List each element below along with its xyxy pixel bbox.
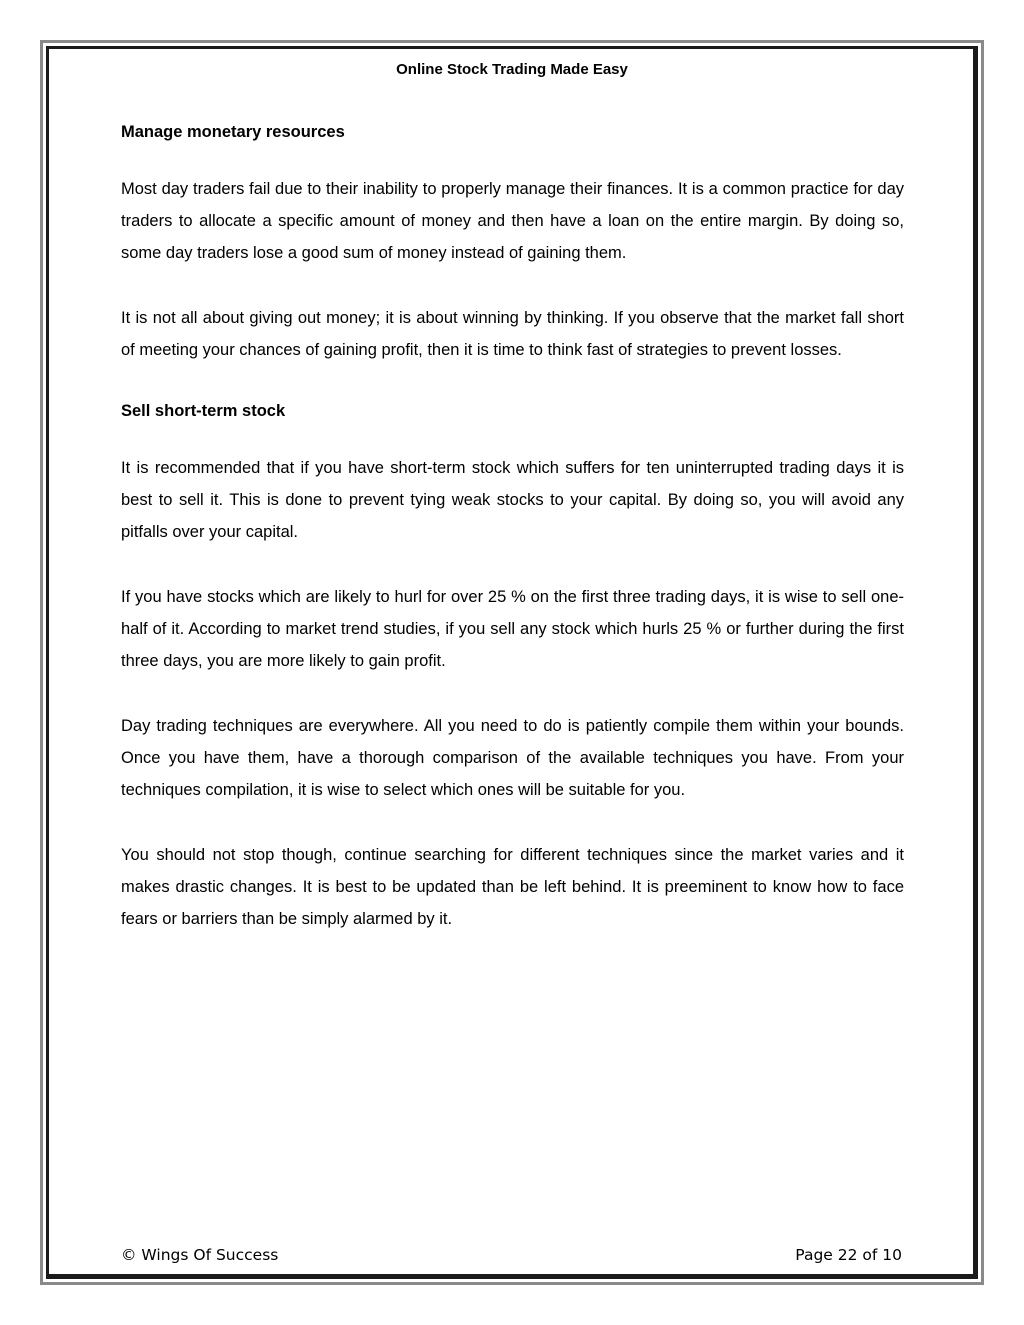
- paragraph: If you have stocks which are likely to hurl for over 25 % on the first three trading days, it is wise to sell one-half of it. According to market trend studies, if you sell any stock which hurls 25 % or further during the first three days, you are more likely to gain profit.: [121, 588, 904, 670]
- paragraph: You should not stop though, continue searching for different techniques since the market varies and it makes drastic changes. It is best to be updated than be left behind. It is preeminent to know how to face fears or barriers than be simply alarmed by it.: [121, 846, 904, 928]
- paragraph: Most day traders fail due to their inability to properly manage their finances. It is a common practice for day traders to allocate a specific amount of money and then have a loan on the entire margin. By doing so, some day traders lose a good sum of money instead of gaining them.: [121, 180, 904, 262]
- footer-copyright: © Wings Of Success: [121, 1246, 279, 1264]
- paragraph: It is recommended that if you have short-term stock which suffers for ten uninterrupted trading days it is best to sell it. This is done to prevent tying weak stocks to your capital. By doing so, you will avoid any pitfalls over your capital.: [121, 459, 904, 541]
- page-header-title: Online Stock Trading Made Easy: [396, 61, 628, 78]
- footer-page-number: Page 22 of 10: [795, 1246, 902, 1264]
- paragraph: It is not all about giving out money; it is about winning by thinking. If you observe that the market fall short of meeting your chances of gaining profit, then it is time to think fast of strategies to prevent losses.: [121, 309, 904, 359]
- section-heading: Manage monetary resources: [121, 123, 345, 141]
- section-heading: Sell short-term stock: [121, 402, 286, 420]
- document-body: [121, 120, 904, 968]
- paragraph: Day trading techniques are everywhere. All you need to do is patiently compile them within your bounds. Once you have them, have a thorough comparison of the available techniques you have. From your techniques compilation, it is wise to select which ones will be suitable for you.: [121, 717, 904, 799]
